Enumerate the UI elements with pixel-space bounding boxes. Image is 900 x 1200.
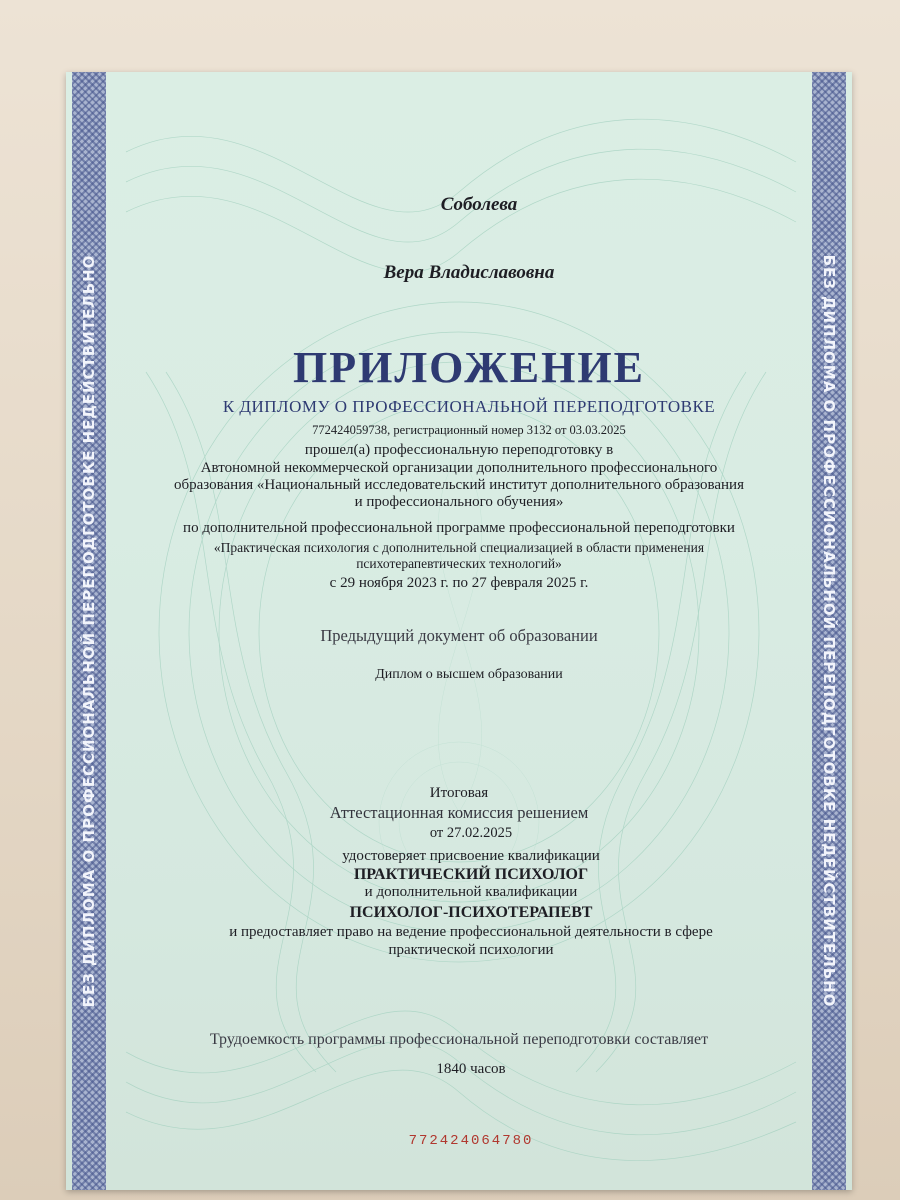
rights-line: и предоставляет право на ведение профессиональной деятельности в сфере xyxy=(229,924,713,940)
body-line: с 29 ноября 2023 г. по 27 февраля 2025 г. xyxy=(329,575,589,591)
body-line: Автономной некоммерческой организации дополнительного профессионального xyxy=(200,460,718,476)
body-line: прошел(а) профессиональную переподготовку в xyxy=(304,442,614,458)
document-content xyxy=(66,72,852,1190)
hours-value: 1840 часов xyxy=(436,1061,506,1077)
main-qualification: ПРАКТИЧЕСКИЙ ПСИХОЛОГ xyxy=(353,866,589,883)
additional-qualification-text: и дополнительной квалификации xyxy=(364,884,578,900)
labor-intensity-label: Трудоемкость программы профессиональной переподготовки составляет xyxy=(209,1031,709,1048)
body-line: и профессионального обучения» xyxy=(354,494,564,510)
rights-line: практической психологии xyxy=(388,942,554,958)
right-border-text: БЕЗ ДИПЛОМА О ПРОФЕССИОНАЛЬНОЙ ПЕРЕПОДГОТОВКЕ НЕДЕЙСТВИТЕЛЬНО xyxy=(820,254,838,1008)
body-line: по дополнительной профессиональной программе профессиональной переподготовки xyxy=(183,520,735,536)
certifies-text: удостоверяет присвоение квалификации xyxy=(342,848,600,864)
holder-given-names: Вера Владиславовна xyxy=(383,262,555,283)
body-line: образования «Национальный исследовательский институт дополнительного образования xyxy=(174,477,744,493)
commission-label: Аттестационная комиссия решением xyxy=(329,803,589,822)
additional-qualification: ПСИХОЛОГ-ПСИХОТЕРАПЕВТ xyxy=(349,904,593,921)
previous-document-label: Предыдущий документ об образовании xyxy=(320,626,598,645)
body-line: «Практическая психология с дополнительной специализацией в области применения xyxy=(213,540,705,555)
registration-line: 772424059738, регистрационный номер 3132 от 03.03.2025 xyxy=(312,423,626,437)
final-label: Итоговая xyxy=(429,785,489,801)
holder-surname: Соболева xyxy=(440,194,518,215)
left-border-text: БЕЗ ДИПЛОМА О ПРОФЕССИОНАЛЬНОЙ ПЕРЕПОДГОТОВКЕ НЕДЕЙСТВИТЕЛЬНО xyxy=(80,254,98,1008)
page-subtitle: К ДИПЛОМУ О ПРОФЕССИОНАЛЬНОЙ ПЕРЕПОДГОТОВКЕ xyxy=(222,397,716,416)
decision-date: от 27.02.2025 xyxy=(429,825,513,841)
diploma-appendix-sheet xyxy=(66,72,852,1190)
previous-document-value: Диплом о высшем образовании xyxy=(375,667,563,682)
serial-number: 772424064780 xyxy=(408,1133,534,1149)
page-title: ПРИЛОЖЕНИЕ xyxy=(293,343,645,392)
body-line: психотерапевтических технологий» xyxy=(356,556,562,571)
